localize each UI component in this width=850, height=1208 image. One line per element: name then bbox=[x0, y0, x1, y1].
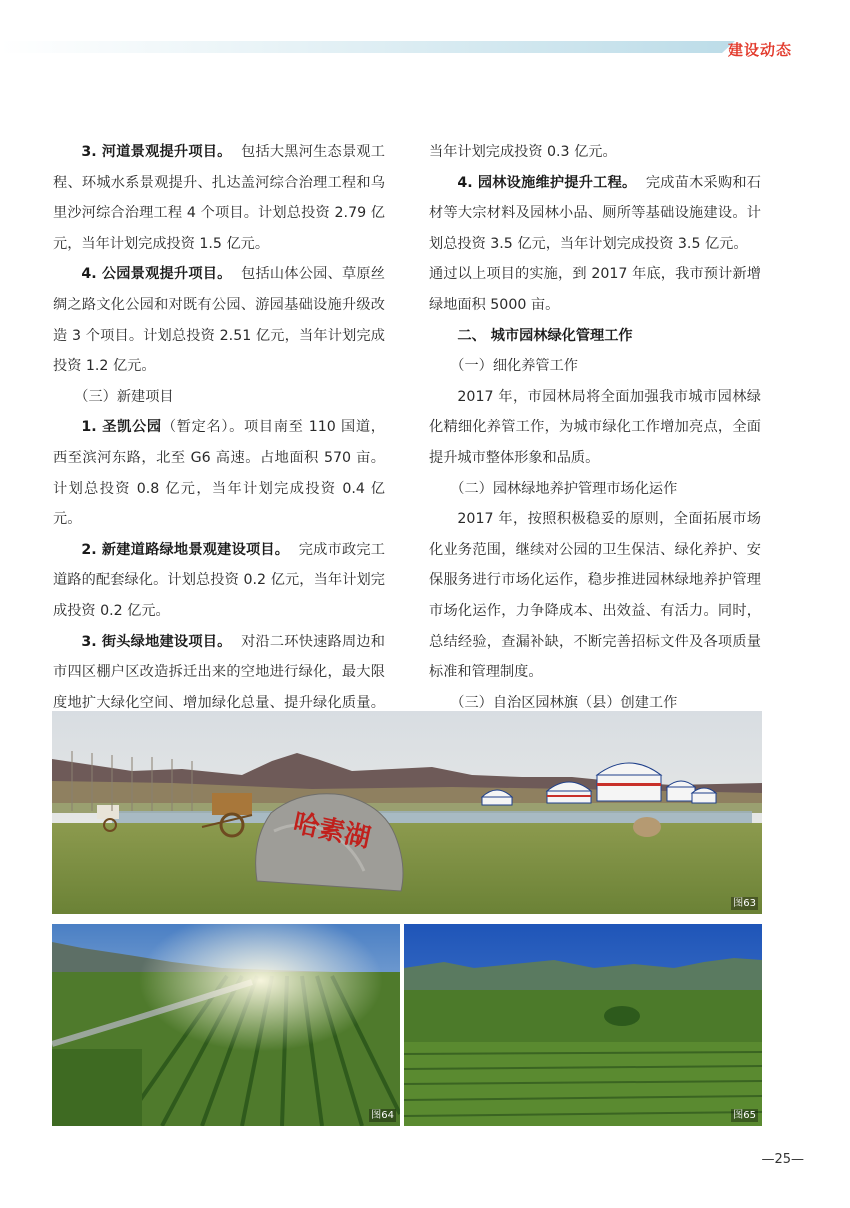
paragraph-continuation: 当年计划完成投资 0.3 亿元。 bbox=[429, 144, 617, 160]
paragraph-river-landscape: 3. 河道景观提升项目。 包括大黑河生态景观工程、环城水系景观提升、扎达盖河综合治理工程和乌里沙河综合治理工程 4 个项目。计划总投资 2.79 亿元，当年计划完成投资 1.5 亿元。 bbox=[53, 144, 385, 252]
paragraph-new-road-greenbelt: 2. 新建道路绿地景观建设项目。 完成市政完工道路的配套绿化。计划总投资 0.2 亿元，当年计划完成投资 0.2 亿元。 bbox=[53, 541, 385, 619]
section-tag: 建设动态 bbox=[727, 41, 792, 59]
photo-orchard-road bbox=[52, 924, 400, 1126]
photo-lake-rock bbox=[52, 711, 762, 914]
figure-label: 图65 bbox=[733, 1110, 756, 1121]
photo-orchard-road-image bbox=[52, 924, 400, 1126]
paragraph-refined-maintenance: 2017 年，市园林局将全面加强我市城市园林绿化精细化养管工作，为城市绿化工作增加亮点，全面提升城市整体形象和品质。 bbox=[429, 388, 761, 466]
svg-text:哈素湖: 哈素湖 bbox=[290, 808, 373, 854]
subheading-garden-county: （三）自治区园林旗（县）创建工作 bbox=[450, 694, 678, 711]
paragraph-shengkai-park: 1. 圣凯公园（暂定名）。项目南至 110 国道，西至滨河东路，北至 G6 高速。占地面积 570 亩。计划总投资 0.8 亿元，当年计划完成投资 0.4 亿元。 bbox=[53, 419, 385, 528]
right-column bbox=[429, 137, 761, 718]
photo-valley-field-image bbox=[404, 924, 762, 1126]
header-band bbox=[0, 38, 850, 56]
heading-management-work: 二、 城市园林绿化管理工作 bbox=[457, 327, 633, 344]
photo-valley-field bbox=[404, 924, 762, 1126]
subheading-market-operation: （二）园林绿地养护管理市场化运作 bbox=[450, 480, 678, 497]
figure-label: 图63 bbox=[733, 898, 756, 909]
subheading-new-projects: （三）新建项目 bbox=[74, 388, 174, 405]
rock-inscription bbox=[52, 711, 762, 914]
page-number: —25— bbox=[761, 1152, 804, 1167]
paragraph-market-operation: 2017 年，按照积极稳妥的原则，全面拓展市场化业务范围，继续对公园的卫生保洁、绿化养护、安保服务进行市场化运作，稳步推进园林绿地养护管理市场化运作，力争降成本、出效益、有活力。同时，总结经验，查漏补缺，不断完善招标文件及各项质量标准和管理制度。 bbox=[429, 511, 761, 681]
figure-label: 图64 bbox=[371, 1110, 394, 1121]
paragraph-park-landscape: 4. 公园景观提升项目。 包括山体公园、草原丝绸之路文化公园和对既有公园、游园基础设施升级改造 3 个项目。计划总投资 2.51 亿元，当年计划完成投资 1.2 亿元。 bbox=[53, 266, 385, 375]
paragraph-street-greenspace: 3. 街头绿地建设项目。 对沿二环快速路周边和市四区棚户区改造拆迁出来的空地进行绿化，最大限度地扩大绿化空间、增加绿化总量、提升绿化质量。 bbox=[53, 633, 385, 711]
paragraph-summary: 通过以上项目的实施，到 2017 年底，我市预计新增绿地面积 5000 亩。 bbox=[429, 266, 761, 313]
left-column bbox=[53, 137, 385, 779]
paragraph-facility-maintenance: 4. 园林设施维护提升工程。 完成苗木采购和石材等大宗材料及园林小品、厕所等基础设施建设。计划总投资 3.5 亿元，当年计划完成投资 3.5 亿元。 bbox=[429, 174, 761, 252]
subheading-refined-maintenance: （一）细化养管工作 bbox=[450, 358, 578, 375]
